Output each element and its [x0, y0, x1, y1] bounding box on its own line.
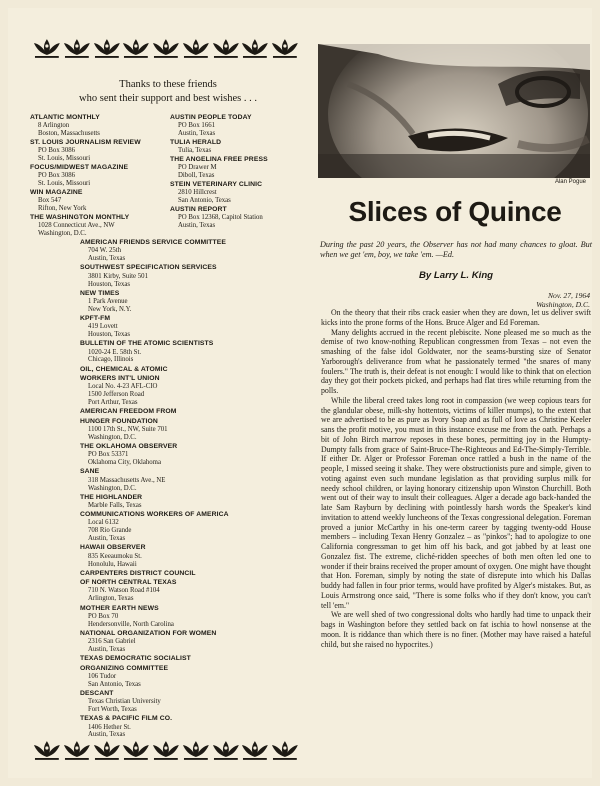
supporter-entry [30, 114, 170, 138]
supporter-entry [80, 366, 306, 374]
lotus-ornament-icon [32, 739, 62, 761]
supporter-entry [80, 665, 306, 689]
supporter-address-line: 1100 17th St., NW, Suite 701 [88, 426, 168, 434]
supporter-address-line: St. Louis, Missouri [38, 155, 91, 163]
thanks-line-1: Thanks to these friends [119, 79, 217, 90]
supporter-name: TEXAS & PACIFIC FILM CO. [80, 715, 173, 723]
supporter-address-line: Fort Worth, Texas [88, 706, 137, 714]
supporter-address-line: Local No. 4-23 AFL-CIO [88, 383, 158, 391]
supporter-address-line: Austin, Texas [178, 222, 216, 230]
supporter-entry [80, 375, 306, 407]
supporter-name: WORKERS INT'L UNION [80, 375, 160, 383]
supporter-address-line: Chicago, Illinois [88, 356, 134, 364]
article-dateline [320, 291, 590, 309]
supporter-address-line: PO Box 3086 [38, 172, 76, 180]
supporter-name: HAWAII OBSERVER [80, 544, 146, 552]
supporter-address-line: Hendersonville, North Carolina [88, 620, 174, 628]
supporter-name: SANE [80, 468, 100, 476]
supporter-name: NATIONAL ORGANIZATION FOR WOMEN [80, 629, 217, 637]
supporter-address-line: 2810 Hillcrest [178, 189, 217, 197]
supporter-entry [170, 181, 306, 205]
supporter-entry [80, 579, 306, 603]
supporter-name: OF NORTH CENTRAL TEXAS [80, 579, 177, 587]
supporter-name: CARPENTERS DISTRICT COUNCIL [80, 569, 196, 577]
ornament-border-bottom [32, 738, 300, 762]
supporter-name: KPFT-FM [80, 315, 111, 323]
photo-credit: Alan Pogue [554, 179, 586, 185]
supporter-entry [80, 511, 306, 543]
supporter-entry [170, 156, 306, 180]
supporter-address-line: Tulia, Texas [178, 147, 212, 155]
article-date: Nov. 27, 1964 [547, 291, 590, 300]
supporter-address-line: 1500 Jefferson Road [88, 391, 145, 399]
supporter-entry [170, 206, 306, 230]
supporter-address-line: Houston, Texas [88, 280, 131, 288]
supporter-address-line: 419 Lovett [88, 323, 118, 331]
supporter-entry [30, 214, 170, 238]
supporter-address-line: Boston, Massachusetts [38, 130, 100, 138]
supporter-address-line: St. Louis, Missouri [38, 180, 91, 188]
supporter-entry [30, 164, 170, 188]
supporter-entry [80, 340, 306, 364]
supporter-address-line: 2316 San Gabriel [88, 638, 136, 646]
supporter-name: AUSTIN REPORT [170, 206, 227, 214]
lotus-ornament-icon [181, 739, 211, 761]
lotus-ornament-icon [181, 37, 211, 59]
supporter-entry [80, 264, 306, 288]
supporter-address-line: Austin, Texas [88, 535, 126, 543]
article-byline: By Larry L. King [418, 270, 494, 281]
supporter-address-line: Rifton, New York [38, 205, 87, 213]
lotus-ornament-icon [270, 37, 300, 59]
supporter-address-line: 3801 Kirby, Suite 501 [88, 272, 148, 280]
lotus-ornament-icon [92, 739, 122, 761]
supporter-name: THE ANGELINA FREE PRESS [170, 156, 268, 164]
supporter-name: TULIA HERALD [170, 139, 222, 147]
supporter-address-line: Oklahoma City, Oklahoma [88, 459, 161, 467]
lotus-ornament-icon [62, 739, 92, 761]
supporter-address-line: PO Box 12368, Capitol Station [178, 214, 263, 222]
supporter-name: NEW TIMES [80, 289, 120, 297]
supporter-address-line: 106 Tudor [88, 672, 117, 680]
article-title: Slices of Quince [348, 196, 562, 227]
supporter-address-line: PO Box 1661 [178, 122, 216, 130]
article-paragraph: We are well shed of two congressional dolts who hardly had time to unpack their bags in Washington before they settled back on fat ischia to howl nonsense at the moon. It is riddance than which there is no finer. (Mother may have raised a hateful child, but she raised no hypocrites.) [321, 610, 591, 649]
supporter-name: ORGANIZING COMMITTEE [80, 664, 169, 672]
supporter-entry [80, 630, 306, 654]
thanks-heading [30, 78, 306, 106]
supporter-entry [80, 690, 306, 714]
lotus-ornament-icon [240, 37, 270, 59]
supporter-address-line: PO Box 3086 [38, 147, 76, 155]
supporter-address-line: Texas Christian University [88, 698, 161, 706]
supporter-entry [80, 290, 306, 314]
lotus-ornament-icon [211, 37, 241, 59]
supporter-entry [170, 139, 306, 155]
supporter-entry [80, 605, 306, 629]
supporter-name: AMERICAN FRIENDS SERVICE COMMITTEE [80, 239, 227, 247]
supporter-entry [80, 468, 306, 492]
lotus-ornament-icon [62, 37, 92, 59]
supporter-entry [80, 408, 306, 416]
supporter-name: THE HIGHLANDER [80, 493, 143, 501]
supporter-address-line: Box 547 [38, 197, 62, 205]
supporter-entry [30, 189, 170, 213]
article-paragraph: On the theory that their ribs crack easier when they are down, let us deliver swift kicks into the prone forms of the Hons. Bruce Alger and Ed Foreman. [321, 308, 591, 327]
supporter-address-line: Washington, D.C. [88, 433, 137, 441]
supporter-entry [80, 239, 306, 263]
supporter-name: TEXAS DEMOCRATIC SOCIALIST [80, 655, 191, 663]
lotus-ornament-icon [121, 37, 151, 59]
portrait-image [318, 44, 590, 178]
lotus-ornament-icon [32, 37, 62, 59]
supporter-name: FOCUS/MIDWEST MAGAZINE [30, 164, 129, 172]
supporter-name: THE WASHINGTON MONTHLY [30, 214, 130, 222]
supporter-entry [80, 715, 306, 739]
supporter-address-line: Austin, Texas [88, 255, 126, 263]
thanks-line-2: who sent their support and best wishes . . . [79, 93, 257, 104]
supporter-address-line: Arlington, Texas [88, 595, 134, 603]
supporter-name: SOUTHWEST SPECIFICATION SERVICES [80, 264, 217, 272]
supporter-address-line: 1406 Hether St. [88, 723, 131, 731]
supporter-name: AMERICAN FREEDOM FROM [80, 408, 177, 416]
supporter-address-line: 710 N. Watson Road #104 [88, 587, 160, 595]
right-list-column [170, 114, 306, 239]
lotus-ornament-icon [92, 37, 122, 59]
supporter-name: STEIN VETERINARY CLINIC [170, 181, 263, 189]
supporter-entry [80, 418, 306, 442]
supporter-entry [80, 544, 306, 568]
supporter-name: THE OKLAHOMA OBSERVER [80, 443, 178, 451]
lotus-ornament-icon [151, 739, 181, 761]
supporter-address-line: Marble Falls, Texas [88, 502, 142, 509]
article-intro: During the past 20 years, the Observer has not had many chances to gloat. But when we get 'em, boy, we take 'em. —Ed. [320, 240, 592, 260]
supporter-address-line: 1028 Connecticut Ave., NW [38, 222, 115, 230]
supporter-name: DESCANT [80, 689, 114, 697]
supporter-name: OIL, CHEMICAL & ATOMIC [80, 365, 168, 373]
supporter-address-line: Washington, D.C. [38, 230, 87, 238]
lotus-ornament-icon [151, 37, 181, 59]
single-list-column [30, 239, 306, 739]
supporter-entry [80, 494, 306, 510]
supporter-entry [170, 114, 306, 138]
supporter-address-line: Port Arthur, Texas [88, 399, 138, 407]
supporter-name: AUSTIN PEOPLE TODAY [170, 114, 252, 121]
supporter-name: HUNGER FOUNDATION [80, 417, 158, 425]
supporter-entry [30, 139, 170, 163]
supporter-address-line: PO Drawer M [178, 164, 217, 172]
lotus-ornament-icon [270, 739, 300, 761]
supporter-address-line: Honolulu, Hawaii [88, 560, 137, 568]
supporter-address-line: 1 Park Avenue [88, 297, 128, 305]
page [8, 8, 592, 778]
supporter-address-line: 8 Arlington [38, 122, 70, 130]
supporter-address-line: Local 6132 [88, 519, 119, 527]
supporter-address-line: 704 W. 25th [88, 247, 122, 255]
supporter-address-line: 708 Rio Grande [88, 527, 132, 535]
supporter-address-line: Diboll, Texas [178, 172, 215, 180]
supporter-name: ST. LOUIS JOURNALISM REVIEW [30, 139, 141, 147]
portrait-photo [318, 44, 590, 178]
supporter-address-line: 1020-24 E. 58th St. [88, 348, 142, 356]
supporter-address-line: San Antonio, Texas [178, 197, 231, 205]
supporter-entry [80, 570, 306, 578]
supporter-address-line: PO Box 70 [88, 612, 119, 620]
supporter-address-line: Austin, Texas [88, 731, 126, 739]
supporters-list [30, 78, 306, 741]
article-paragraph: While the liberal creed takes long root in compassion (we weep copious tears for the glandular obese, milk-shy hottentots, victims of killer mumps), to the extent that we are advertised to be as pure as Ivory Soap and as full of love as Christine Keeler sans the profit motive, you must in this instance excuse me from the oath. Perhaps a bit of John Birch marrow reposes in these bones, permitting joy in the Humpty-Dumpty falls from grace of Saint-Bruce-The-Righteous and Ed-The-Simply-Terrible. If either Dr. Alger or Professor Foreman once rattled a bush in the name of the people, I missed seeing it shake. They were obstructionists pure and simple, given to voting against even such mundane legislation as that providing surplus milk for needy school children, or laying honorary citizenship upon Winston Churchill. Both went out of their way to insult their colleagues. Alger a decade ago back-handed the late Sam Rayburn by declining with pointlessly harsh words the Speaker's kind invitation to attend weekly luncheons of the Texas congressional delegation. Foreman proved a junior McCarthy in his one-term career by tagging twenty-odd House members – including Texan Henry Gonzalez – as "pinkos"; had to apologize to one California congressman to get him off his back, and got jabbed by at least one Gonzalez fist. The extreme, cliché-ridden speeches of both men often led one to wonder if their brains received the proper amount of oxygen. One might have thought that Hon. Foreman, simply by noting the state of disrepute into which his Dallas buddy had fallen in four prior terms, would have profited by Alger's mistakes. But, as Louis Armstrong once said, "There is some folks who if they don't know, you can't tell 'em." [321, 395, 591, 610]
supporter-address-line: 835 Keeaumoku St. [88, 552, 142, 560]
lotus-ornament-icon [240, 739, 270, 761]
left-list-column [30, 114, 170, 239]
supporter-name: WIN MAGAZINE [30, 189, 83, 197]
supporter-address-line: 318 Massachusetts Ave., NE [88, 476, 166, 484]
supporter-entry [80, 315, 306, 339]
supporter-name: BULLETIN OF THE ATOMIC SCIENTISTS [80, 340, 214, 348]
supporter-address-line: PO Box 53371 [88, 451, 129, 459]
supporter-address-line: Washington, D.C. [88, 484, 137, 492]
supporter-address-line: Austin, Texas [178, 130, 216, 138]
supporter-address-line: Houston, Texas [88, 331, 131, 339]
article-place: Washington, D.C. [536, 300, 590, 309]
supporter-entry [80, 655, 306, 663]
supporter-entry [80, 443, 306, 467]
article-body [321, 308, 591, 649]
supporter-name: MOTHER EARTH NEWS [80, 604, 159, 612]
article-paragraph: Many delights accrued in the recent plebiscite. None pleased me so much as the demise of two know-nothing Republican congressmen from Texas – not even the smashing of the false idol Goldwater, nor the seams-bursting size of Senator Yarborough's deliverance from what he passionately termed "the snares of many foulers." The truth is, their defeat is not enough: I would like to think that on election day they got their pockets picked, and perhaps had flat tires while returning from the polls. [321, 327, 591, 395]
ornament-border-top [32, 36, 300, 60]
supporter-address-line: Austin, Texas [88, 645, 126, 653]
two-column-list [30, 114, 306, 239]
supporter-name: COMMUNICATIONS WORKERS OF AMERICA [80, 511, 229, 519]
supporter-address-line: New York, N.Y. [88, 305, 132, 313]
supporter-name: ATLANTIC MONTHLY [30, 114, 100, 121]
supporter-address-line: San Antonio, Texas [88, 680, 141, 688]
lotus-ornament-icon [121, 739, 151, 761]
lotus-ornament-icon [211, 739, 241, 761]
